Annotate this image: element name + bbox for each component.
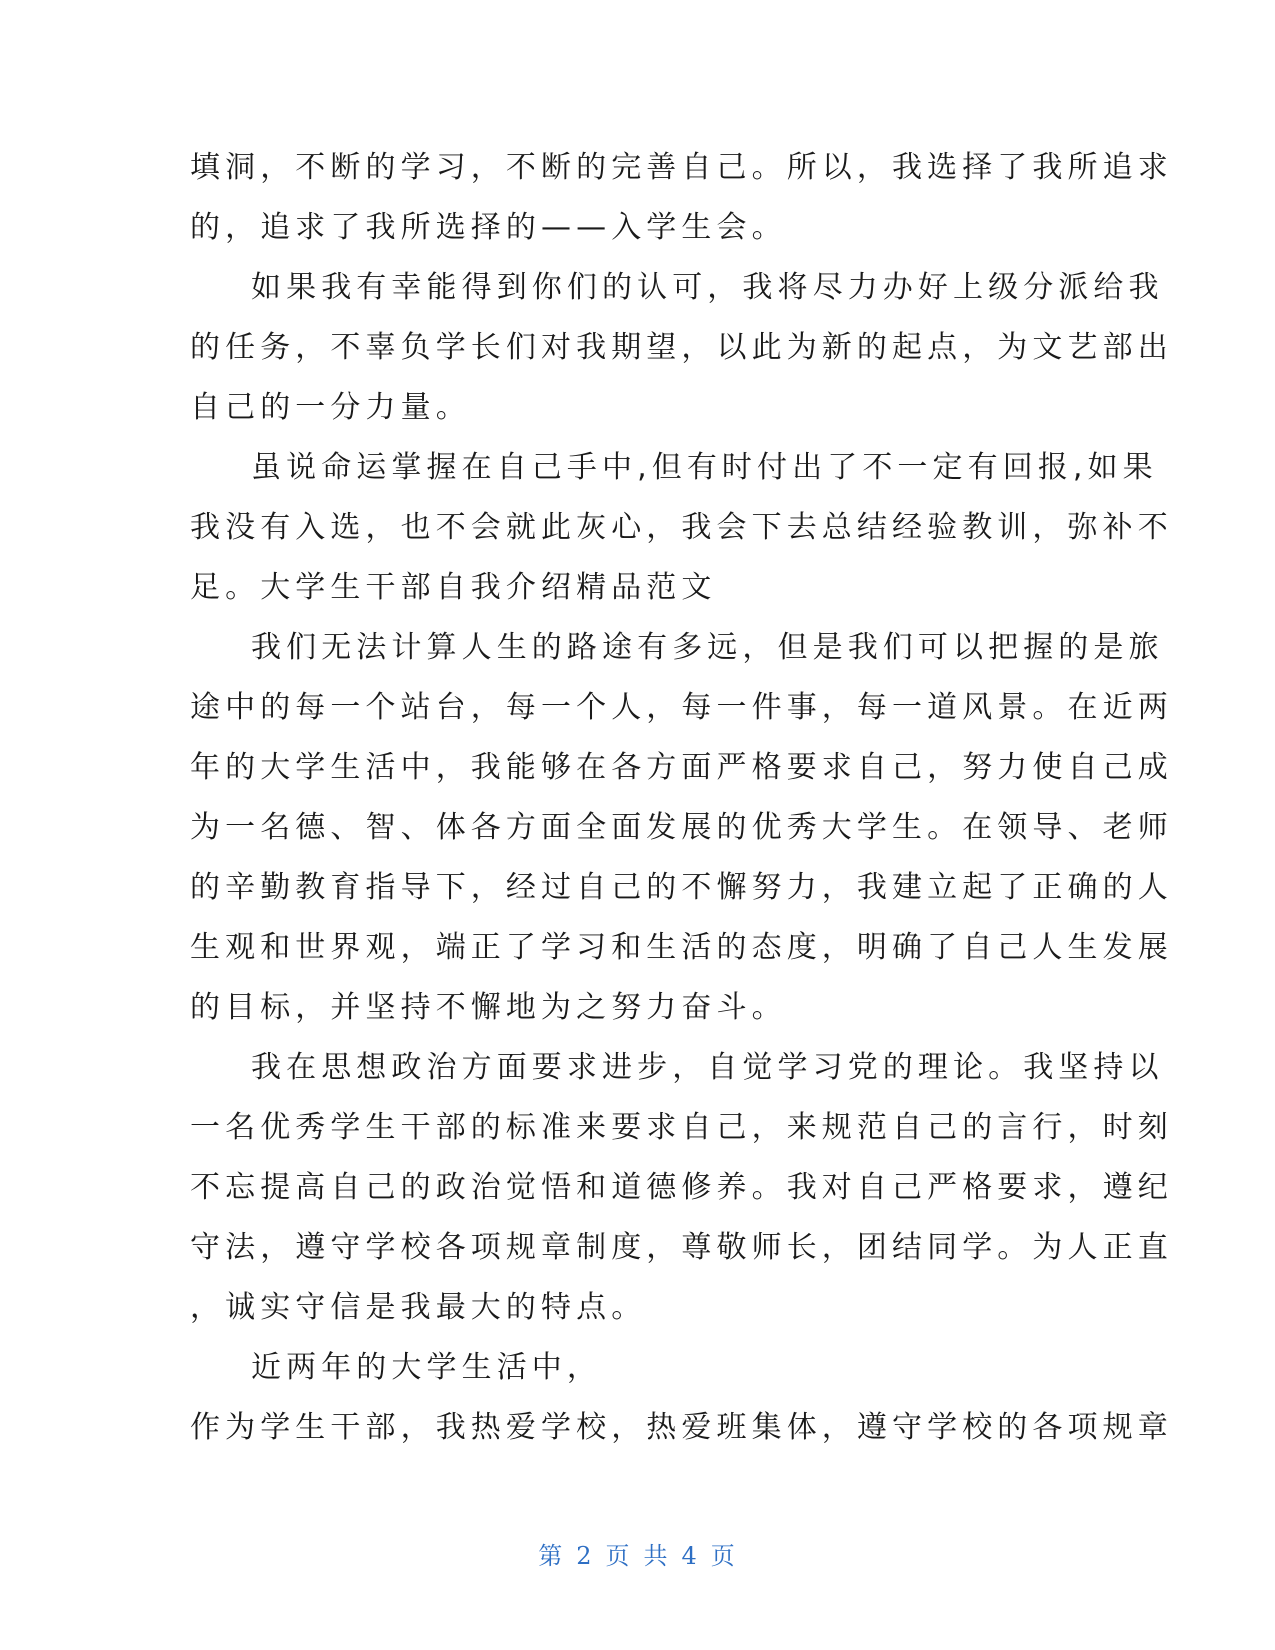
paragraph xyxy=(190,618,1173,1038)
text-line: 自己的一分力量。 xyxy=(190,390,471,425)
text-line: 生观和世界观，端正了学习和生活的态度，明确了自己人生发展 xyxy=(190,930,1173,965)
paragraph xyxy=(190,1338,1063,1398)
total-word: 页 xyxy=(710,1542,737,1570)
text-line: 如果我有幸能得到你们的认可，我将尽力办好上级分派给我 xyxy=(251,270,1164,305)
text-line: 的，追求了我所选择的——入学生会。 xyxy=(190,210,787,245)
text-line: 的任务，不辜负学长们对我期望，以此为新的起点，为文艺部出 xyxy=(190,330,1173,365)
text-line: 年的大学生活中，我能够在各方面严格要求自己，努力使自己成 xyxy=(190,750,1173,785)
text-line: 途中的每一个站台，每一个人，每一件事，每一道风景。在近两 xyxy=(190,690,1173,725)
text-line: 我在思想政治方面要求进步，自觉学习党的理论。我坚持以 xyxy=(251,1050,1164,1085)
text-line: 近两年的大学生活中， xyxy=(251,1350,602,1385)
page-word: 页 xyxy=(605,1542,632,1570)
text-line: ，诚实守信是我最大的特点。 xyxy=(190,1290,647,1325)
text-line: 的辛勤教育指导下，经过自己的不懈努力，我建立起了正确的人 xyxy=(190,870,1173,905)
text-line: 虽说命运掌握在自己手中,但有时付出了不一定有回报,如果 xyxy=(251,450,1158,485)
document-body xyxy=(190,138,1173,1458)
total-prefix: 共 xyxy=(643,1542,670,1570)
page-prefix: 第 xyxy=(538,1542,565,1570)
text-line: 的目标，并坚持不懈地为之努力奋斗。 xyxy=(190,990,787,1025)
text-line: 一名优秀学生干部的标准来要求自己，来规范自己的言行，时刻 xyxy=(190,1110,1173,1145)
page-number-footer xyxy=(0,1541,1275,1571)
paragraph xyxy=(190,258,1173,438)
text-line: 守法，遵守学校各项规章制度，尊敬师长，团结同学。为人正直 xyxy=(190,1230,1173,1265)
text-line: 为一名德、智、体各方面全面发展的优秀大学生。在领导、老师 xyxy=(190,810,1173,845)
text-line: 足。大学生干部自我介绍精品范文 xyxy=(190,570,717,605)
text-line: 我没有入选，也不会就此灰心，我会下去总结经验教训，弥补不 xyxy=(190,510,1173,545)
text-line: 不忘提高自己的政治觉悟和道德修养。我对自己严格要求，遵纪 xyxy=(190,1170,1173,1205)
current-page-number: 2 xyxy=(576,1542,594,1570)
paragraph xyxy=(190,438,1173,618)
paragraph xyxy=(190,1038,1173,1338)
text-line: 作为学生干部，我热爱学校，热爱班集体，遵守学校的各项规章 xyxy=(190,1410,1173,1445)
text-line: 我们无法计算人生的路途有多远，但是我们可以把握的是旅 xyxy=(251,630,1164,665)
paragraph xyxy=(190,1398,1173,1458)
text-line: 填洞，不断的学习，不断的完善自己。所以，我选择了我所追求 xyxy=(190,150,1173,185)
total-pages-number: 4 xyxy=(681,1542,699,1570)
paragraph xyxy=(190,138,1173,258)
